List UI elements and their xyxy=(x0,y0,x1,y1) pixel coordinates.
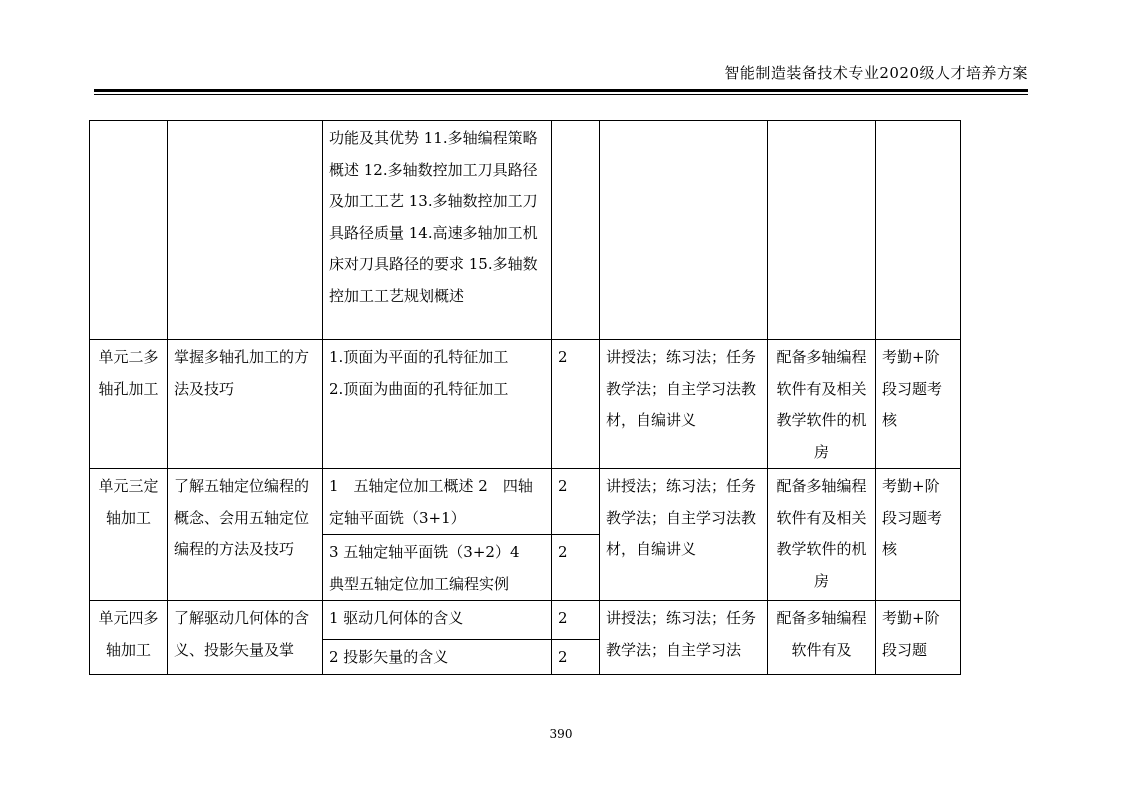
hours-cell: 2 xyxy=(552,469,600,535)
hours-cell: 2 xyxy=(552,340,600,469)
method-cell: 讲授法；练习法；任务教学法；自主学习法教材，自编讲义 xyxy=(600,340,768,469)
unit-cell: 单元四多轴加工 xyxy=(90,601,168,675)
table-row-continuation xyxy=(90,121,961,340)
objective-cell-empty xyxy=(168,121,323,340)
hours-cell: 2 xyxy=(552,601,600,640)
resources-cell-empty xyxy=(768,121,876,340)
resources-cell: 配备多轴编程软件有及相关教学软件的机房 xyxy=(768,340,876,469)
resources-cell: 配备多轴编程软件有及相关教学软件的机房 xyxy=(768,469,876,601)
assessment-cell: 考勤+阶段习题 xyxy=(876,601,961,675)
content-cell: 3 五轴定轴平面铣（3+2）4 典型五轴定位加工编程实例 xyxy=(323,535,552,601)
table-row-unit-4a xyxy=(90,601,961,640)
unit-cell: 单元二多轴孔加工 xyxy=(90,340,168,469)
header-rule-thick xyxy=(94,89,1028,92)
assessment-cell: 考勤+阶段习题考核 xyxy=(876,340,961,469)
method-cell: 讲授法；练习法；任务教学法；自主学习法教材，自编讲义 xyxy=(600,469,768,601)
page-number: 390 xyxy=(549,727,573,741)
objective-cell: 了解驱动几何体的含义、投影矢量及掌 xyxy=(168,601,323,675)
resources-cell: 配备多轴编程软件有及 xyxy=(768,601,876,675)
document-header-title: 智能制造装备技术专业2020级人才培养方案 xyxy=(724,64,1028,82)
content-cell: 1.顶面为平面的孔特征加工 2.顶面为曲面的孔特征加工 xyxy=(323,340,552,469)
assessment-cell: 考勤+阶段习题考核 xyxy=(876,469,961,601)
method-cell: 讲授法；练习法；任务教学法；自主学习法 xyxy=(600,601,768,675)
objective-cell: 掌握多轴孔加工的方法及技巧 xyxy=(168,340,323,469)
assessment-cell-empty xyxy=(876,121,961,340)
hours-cell-empty xyxy=(552,121,600,340)
unit-cell-empty xyxy=(90,121,168,340)
content-cell: 2 投影矢量的含义 xyxy=(323,640,552,675)
method-cell-empty xyxy=(600,121,768,340)
content-cell: 1 驱动几何体的含义 xyxy=(323,601,552,640)
unit-cell: 单元三定轴加工 xyxy=(90,469,168,601)
table-row-unit-3a xyxy=(90,469,961,535)
hours-cell: 2 xyxy=(552,640,600,675)
content-cell: 1 五轴定位加工概述 2 四轴定轴平面铣（3+1） xyxy=(323,469,552,535)
header-rule-thin xyxy=(94,94,1028,95)
objective-cell: 了解五轴定位编程的概念、会用五轴定位编程的方法及技巧 xyxy=(168,469,323,601)
table-row-unit-2 xyxy=(90,340,961,469)
content-cell-continuation: 功能及其优势 11.多轴编程策略概述 12.多轴数控加工刀具路径及加工工艺 13.多轴数控加工刀具路径质量 14.高速多轴加工机床对刀具路径的要求 15.多轴数控加工工艺规划概述 xyxy=(323,121,552,340)
course-content-table xyxy=(89,120,961,675)
hours-cell: 2 xyxy=(552,535,600,601)
